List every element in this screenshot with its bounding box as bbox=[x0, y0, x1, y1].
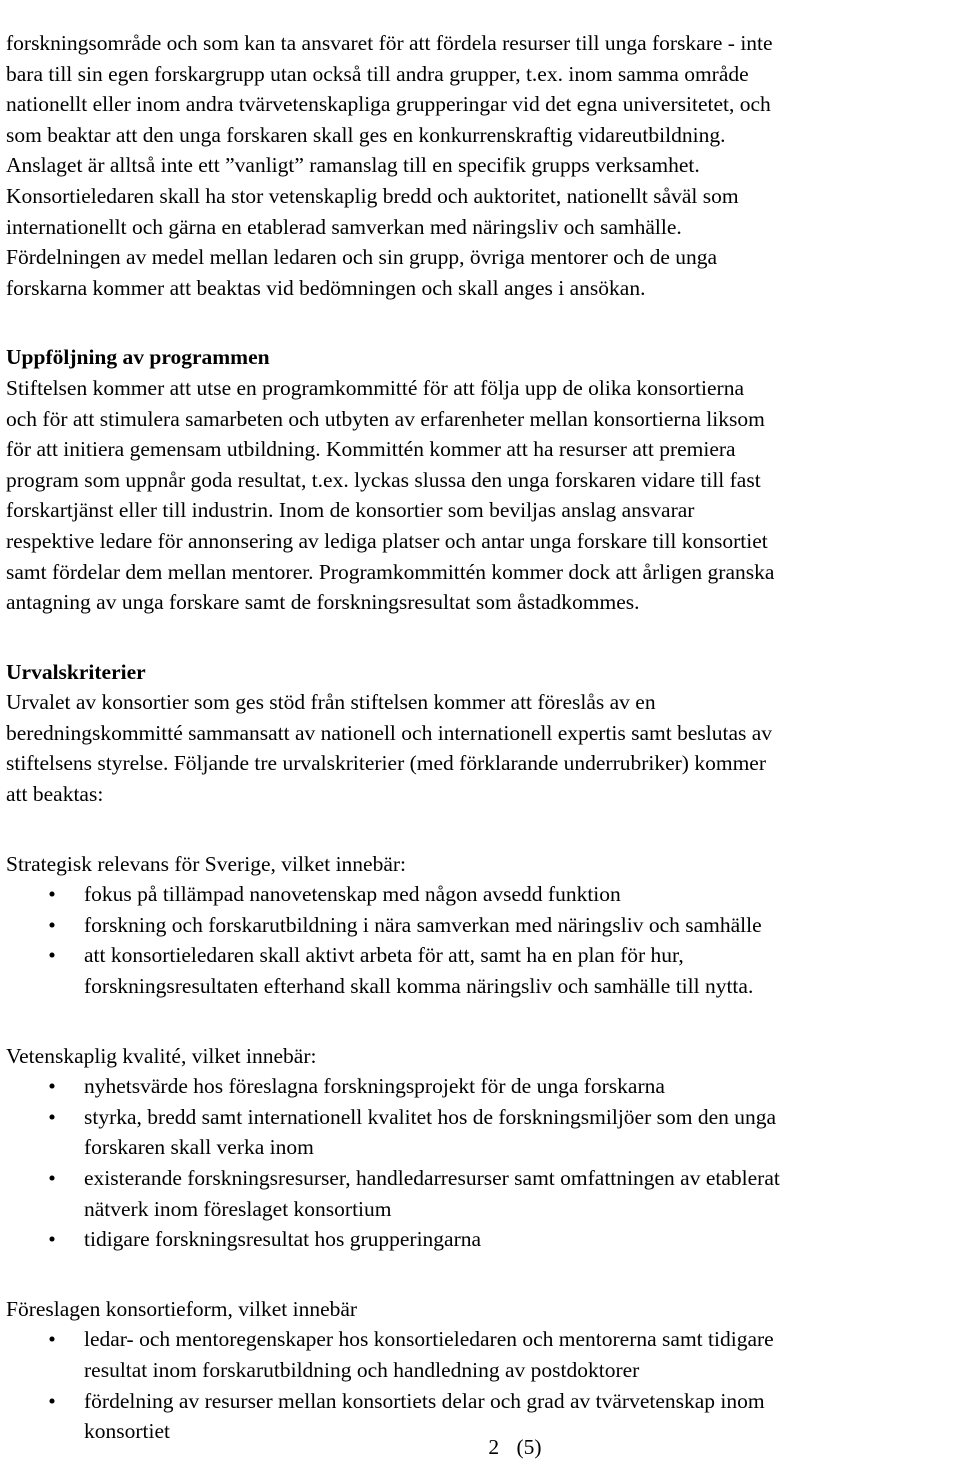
intro-line: forskarna kommer att beaktas vid bedömningen och skall anges i ansökan. bbox=[6, 275, 646, 300]
intro-line: Konsortieledaren skall ha stor vetenskaplig bredd och auktoritet, nationellt såväl som bbox=[6, 183, 739, 208]
bullet-icon: • bbox=[48, 882, 56, 907]
criteria-group bbox=[6, 1294, 956, 1447]
intro-line: Fördelningen av medel mellan ledaren och sin grupp, övriga mentorer och de unga bbox=[6, 245, 718, 270]
bullet-icon: • bbox=[48, 912, 56, 937]
criteria-groups bbox=[6, 849, 956, 1447]
list-item bbox=[6, 879, 956, 910]
bullet-icon: • bbox=[48, 1227, 56, 1252]
document-page bbox=[6, 0, 956, 1447]
list-item-line: nyhetsvärde hos föreslagna forskningsprojekt för de unga forskarna bbox=[84, 1074, 665, 1099]
intro-line: nationellt eller inom andra tvärvetenskapliga grupperingar vid det egna universitetet, och bbox=[6, 92, 771, 117]
followup-line: och för att stimulera samarbeten och utbyten av erfarenheter mellan konsortierna liksom bbox=[6, 406, 765, 431]
criteria-group-title: Föreslagen konsortieform, vilket innebär bbox=[6, 1296, 358, 1321]
page-total: (5) bbox=[516, 1435, 542, 1459]
section-followup bbox=[6, 342, 956, 617]
list-item-line: existerande forskningsresurser, handledarresurser samt omfattningen av etablerat bbox=[84, 1166, 780, 1190]
followup-line: Stiftelsen kommer att utse en programkommitté för att följa upp de olika konsortierna bbox=[6, 375, 744, 400]
list-item bbox=[6, 1071, 956, 1102]
followup-paragraph bbox=[6, 373, 956, 618]
criteria-group-title: Vetenskaplig kvalité, vilket innebär: bbox=[6, 1043, 317, 1068]
criteria-line: att beaktas: bbox=[6, 782, 104, 807]
list-item-line: styrka, bredd samt internationell kvalitet hos de forskningsmiljöer som den unga bbox=[84, 1104, 777, 1129]
intro-line: Anslaget är alltså inte ett ”vanligt” ramanslag till en specifik grupps verksamhet. bbox=[6, 153, 700, 178]
intro-line: internationellt och gärna en etablerad samverkan med näringsliv och samhälle. bbox=[6, 214, 682, 239]
followup-line: samt fördelar dem mellan mentorer. Programkommittén kommer dock att årligen granska bbox=[6, 559, 775, 584]
criteria-line: beredningskommitté sammansatt av nationell och internationell expertis samt beslutas av bbox=[6, 720, 773, 745]
list-item-line: nätverk inom föreslaget konsortium bbox=[84, 1196, 392, 1221]
section-heading-criteria: Urvalskriterier bbox=[6, 659, 146, 684]
list-item-line: forskningsresultaten efterhand skall komma näringsliv och samhälle till nytta. bbox=[84, 974, 754, 999]
criteria-line: Urvalet av konsortier som ges stöd från stiftelsen kommer att föreslås av en bbox=[6, 690, 656, 715]
bullet-list bbox=[6, 1071, 956, 1255]
list-item-line: konsortiet bbox=[84, 1419, 170, 1444]
list-item-line: forskning och forskarutbildning i nära samverkan med näringsliv och samhälle bbox=[84, 912, 762, 937]
list-item bbox=[6, 1324, 956, 1385]
followup-line: antagning av unga forskare samt de forskningsresultat som åstadkommes. bbox=[6, 590, 640, 615]
criteria-group bbox=[6, 849, 956, 1002]
page-number: 2 bbox=[488, 1435, 500, 1459]
page-footer bbox=[0, 1432, 960, 1463]
criteria-paragraph bbox=[6, 687, 956, 809]
bullet-icon: • bbox=[48, 1327, 56, 1352]
intro-line: som beaktar att den unga forskaren skall ges en konkurrenskraftig vidareutbildning. bbox=[6, 122, 726, 147]
list-item-line: forskaren skall verka inom bbox=[84, 1135, 314, 1160]
section-heading-followup: Uppföljning av programmen bbox=[6, 345, 270, 370]
followup-line: forskartjänst eller till industrin. Inom de konsortier som beviljas anslag ansvarar bbox=[6, 498, 695, 523]
criteria-group bbox=[6, 1041, 956, 1255]
list-item-line: att konsortieledaren skall aktivt arbeta för att, samt ha en plan för hur, bbox=[84, 943, 684, 968]
criteria-line: stiftelsens styrelse. Följande tre urvalskriterier (med förklarande underrubriker) kommer bbox=[6, 751, 766, 776]
followup-line: för att initiera gemensam utbildning. Kommittén kommer att ha resurser att premiera bbox=[6, 437, 736, 462]
list-item-line: ledar- och mentoregenskaper hos konsortieledaren och mentorerna samt tidigare bbox=[84, 1327, 774, 1352]
intro-line: forskningsområde och som kan ta ansvaret för att fördela resurser till unga forskare - inte bbox=[6, 31, 773, 55]
followup-line: program som uppnår goda resultat, t.ex. lyckas slussa den unga forskaren vidare till fast bbox=[6, 467, 761, 492]
list-item-line: fokus på tillämpad nanovetenskap med någon avsedd funktion bbox=[84, 882, 621, 907]
bullet-icon: • bbox=[48, 1166, 56, 1190]
intro-paragraph bbox=[6, 28, 956, 303]
bullet-icon: • bbox=[48, 1074, 56, 1099]
bullet-icon: • bbox=[48, 1388, 56, 1413]
list-item bbox=[6, 1224, 956, 1255]
list-item-line: fördelning av resurser mellan konsortiets delar och grad av tvärvetenskap inom bbox=[84, 1388, 765, 1413]
followup-line: respektive ledare för annonsering av lediga platser och antar unga forskare till konsortiet bbox=[6, 528, 768, 553]
list-item-line: resultat inom forskarutbildning och handledning av postdoktorer bbox=[84, 1357, 640, 1382]
criteria-group-title: Strategisk relevans för Sverige, vilket innebär: bbox=[6, 851, 407, 876]
section-criteria bbox=[6, 657, 956, 1447]
list-item bbox=[6, 1102, 956, 1163]
list-item bbox=[6, 940, 956, 1001]
bullet-list bbox=[6, 1324, 956, 1446]
list-item-line: tidigare forskningsresultat hos grupperingarna bbox=[84, 1227, 482, 1252]
bullet-list bbox=[6, 879, 956, 1001]
bullet-icon: • bbox=[48, 943, 56, 968]
intro-line: bara till sin egen forskargrupp utan också till andra grupper, t.ex. inom samma område bbox=[6, 61, 749, 86]
bullet-icon: • bbox=[48, 1104, 56, 1129]
list-item bbox=[6, 1163, 956, 1224]
list-item bbox=[6, 910, 956, 941]
